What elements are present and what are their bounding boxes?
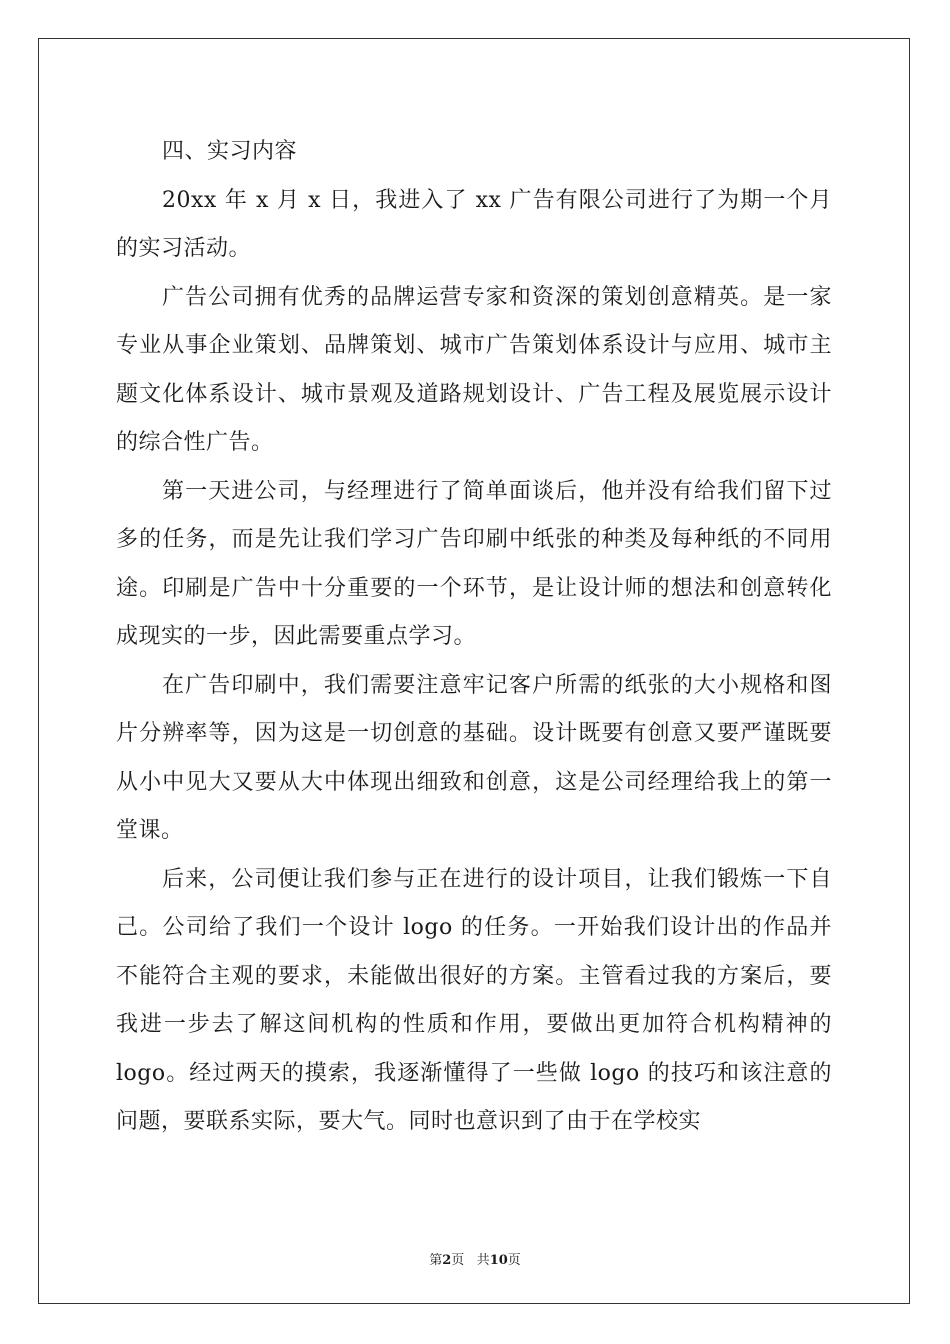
paragraph-5: 后来，公司便让我们参与正在进行的设计项目，让我们锻炼一下自己。公司给了我们一个设计 logo 的任务。一开始我们设计出的作品并不能符合主观的要求，未能做出很好的方案。主管看过我的方案后，要我进一步去了解这间机构的性质和作用，要做出更加符合机构精神的 logo。经过两天的摸索，我逐渐懂得了一些做 logo 的技巧和该注意的问题，要联系实际，要大气。同时也意识到了由于在学校实 bbox=[116, 866, 832, 1134]
document-body bbox=[116, 128, 832, 1147]
footer-page-suffix: 页 bbox=[451, 1253, 465, 1268]
paragraph-1: 20xx 年 x 月 x 日，我进入了 xx 广告有限公司进行了为期一个月的实习活动。 bbox=[116, 187, 832, 261]
footer-page-total: 10 bbox=[489, 1253, 508, 1268]
footer-page-current: 2 bbox=[442, 1253, 452, 1268]
footer-total-suffix: 页 bbox=[507, 1253, 521, 1268]
paragraph-4: 在广告印刷中，我们需要注意牢记客户所需的纸张的大小规格和图片分辨率等，因为这是一切创意的基础。设计既要有创意又要严谨既要从小中见大又要从大中体现出细致和创意，这是公司经理给我上的第一堂课。 bbox=[116, 672, 832, 843]
paragraph-3: 第一天进公司，与经理进行了简单面谈后，他并没有给我们留下过多的任务，而是先让我们学习广告印刷中纸张的种类及每种纸的不同用途。印刷是广告中十分重要的一个环节，是让设计师的想法和创意转化成现实的一步，因此需要重点学习。 bbox=[116, 478, 832, 649]
section-heading: 四、实习内容 bbox=[162, 139, 298, 164]
paragraph-2: 广告公司拥有优秀的品牌运营专家和资深的策划创意精英。是一家专业从事企业策划、品牌策划、城市广告策划体系设计与应用、城市主题文化体系设计、城市景观及道路规划设计、广告工程及展览展示设计的综合性广告。 bbox=[116, 284, 832, 455]
page-footer bbox=[0, 1249, 950, 1268]
footer-total-prefix: 共 bbox=[476, 1253, 490, 1268]
footer-page-prefix: 第 bbox=[429, 1253, 443, 1268]
